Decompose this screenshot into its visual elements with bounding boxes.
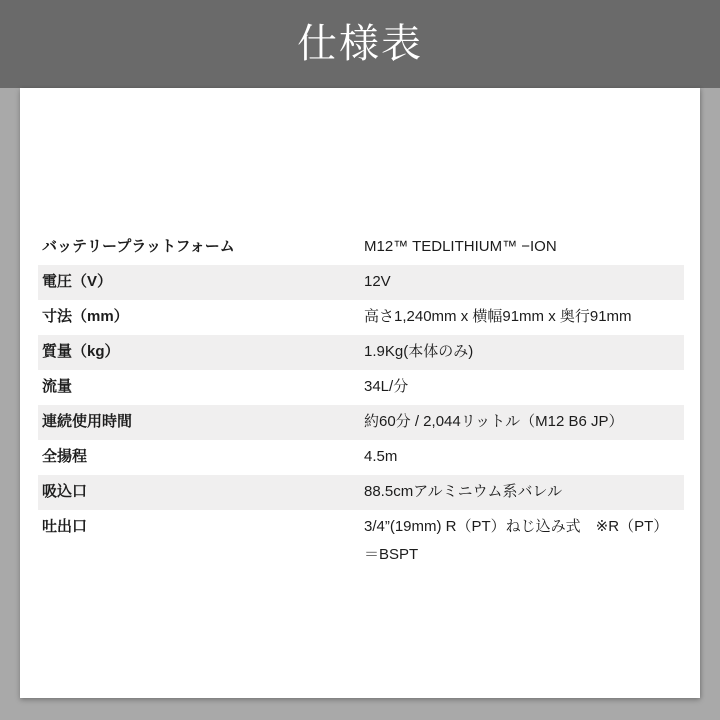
spec-card [20, 88, 700, 698]
spec-row [38, 335, 684, 370]
spec-label: 寸法（mm） [42, 308, 129, 325]
spec-label: 質量（kg） [42, 343, 120, 360]
page-title: 仕様表 [297, 22, 423, 66]
spec-value: 34L/分 [364, 378, 409, 395]
spec-row [38, 440, 684, 475]
spec-row [38, 230, 684, 265]
spec-label: 吐出口 [42, 518, 88, 535]
spec-label: 吸込口 [42, 483, 88, 500]
spec-label: 連続使用時間 [42, 413, 133, 430]
spec-table [38, 230, 684, 573]
spec-label: 流量 [42, 378, 73, 395]
spec-label: 全揚程 [42, 448, 88, 465]
spec-row [38, 475, 684, 510]
page-header-band [0, 0, 720, 88]
spec-value: 約60分 / 2,044リットル（M12 B6 JP） [364, 413, 624, 430]
spec-label: バッテリープラットフォーム [42, 238, 235, 255]
spec-value: 高さ1,240mm x 横幅91mm x 奥行91mm [364, 308, 632, 325]
spec-row [38, 265, 684, 300]
spec-value: 4.5m [364, 448, 398, 465]
spec-value: 3/4”(19mm) R（PT）ねじ込み式 ※R（PT）＝BSPT [364, 518, 669, 563]
spec-row [38, 510, 684, 573]
spec-value: 12V [364, 273, 391, 290]
spec-row [38, 300, 684, 335]
spec-value: 1.9Kg(本体のみ) [364, 343, 474, 360]
spec-row [38, 405, 684, 440]
spec-row [38, 370, 684, 405]
spec-label: 電圧（V） [42, 273, 113, 290]
spec-value: 88.5cmアルミニウム系バレル [364, 483, 563, 500]
spec-value: M12™ TEDLITHIUM™ −ION [364, 238, 557, 255]
